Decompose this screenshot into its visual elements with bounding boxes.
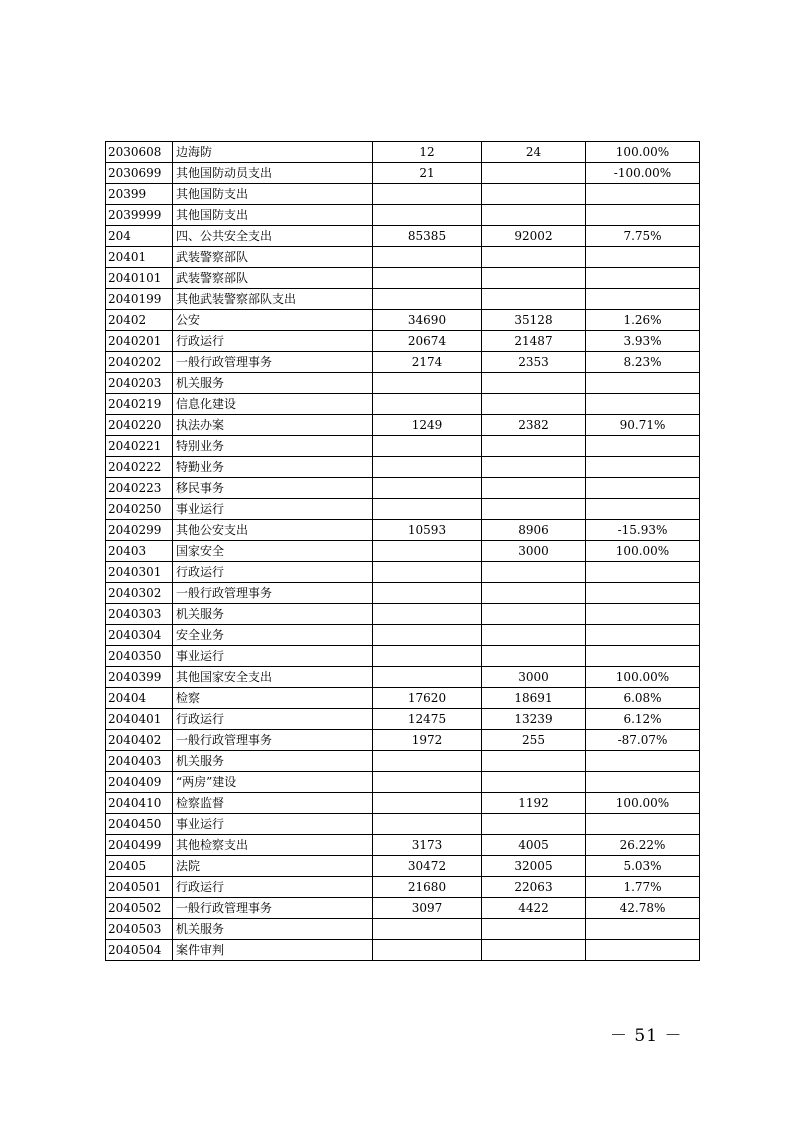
cell-curr-amount — [482, 436, 586, 457]
cell-change-pct: -87.07% — [586, 730, 700, 751]
cell-change-pct — [586, 373, 700, 394]
cell-item-name: 机关服务 — [173, 751, 373, 772]
cell-prev-amount — [373, 247, 482, 268]
cell-change-pct — [586, 772, 700, 793]
table-row — [106, 835, 700, 856]
cell-change-pct — [586, 583, 700, 604]
page-number: － 51 － — [610, 1026, 683, 1046]
table-row — [106, 814, 700, 835]
cell-change-pct — [586, 478, 700, 499]
cell-curr-amount: 4422 — [482, 898, 586, 919]
cell-change-pct — [586, 499, 700, 520]
cell-item-name: 机关服务 — [173, 604, 373, 625]
cell-code: 2040504 — [106, 940, 173, 961]
cell-code: 2040302 — [106, 583, 173, 604]
cell-curr-amount: 2382 — [482, 415, 586, 436]
cell-curr-amount — [482, 184, 586, 205]
cell-change-pct — [586, 919, 700, 940]
cell-curr-amount: 24 — [482, 142, 586, 163]
cell-change-pct: -15.93% — [586, 520, 700, 541]
cell-change-pct: 100.00% — [586, 793, 700, 814]
cell-prev-amount — [373, 793, 482, 814]
cell-item-name: 武装警察部队 — [173, 268, 373, 289]
cell-item-name: 一般行政管理事务 — [173, 352, 373, 373]
table-row — [106, 352, 700, 373]
cell-prev-amount — [373, 562, 482, 583]
table-row — [106, 604, 700, 625]
cell-curr-amount — [482, 205, 586, 226]
cell-change-pct — [586, 751, 700, 772]
cell-change-pct: 7.75% — [586, 226, 700, 247]
table-row — [106, 415, 700, 436]
cell-item-name: 案件审判 — [173, 940, 373, 961]
cell-item-name: 一般行政管理事务 — [173, 730, 373, 751]
cell-item-name: 事业运行 — [173, 814, 373, 835]
cell-change-pct: 100.00% — [586, 667, 700, 688]
table-row — [106, 268, 700, 289]
cell-prev-amount: 12475 — [373, 709, 482, 730]
cell-curr-amount: 22063 — [482, 877, 586, 898]
cell-item-name: 行政运行 — [173, 562, 373, 583]
cell-curr-amount — [482, 772, 586, 793]
cell-item-name: 其他国防支出 — [173, 205, 373, 226]
table-row — [106, 226, 700, 247]
table-row — [106, 751, 700, 772]
cell-curr-amount — [482, 163, 586, 184]
cell-code: 2040501 — [106, 877, 173, 898]
cell-code: 2040401 — [106, 709, 173, 730]
cell-code: 2040303 — [106, 604, 173, 625]
budget-table — [105, 141, 700, 961]
cell-curr-amount: 1192 — [482, 793, 586, 814]
table-row — [106, 436, 700, 457]
cell-curr-amount — [482, 625, 586, 646]
table-row — [106, 940, 700, 961]
cell-code: 2040409 — [106, 772, 173, 793]
cell-change-pct: 1.26% — [586, 310, 700, 331]
cell-prev-amount — [373, 751, 482, 772]
table-row — [106, 499, 700, 520]
cell-code: 2040201 — [106, 331, 173, 352]
cell-item-name: 安全业务 — [173, 625, 373, 646]
cell-code: 20404 — [106, 688, 173, 709]
cell-code: 20405 — [106, 856, 173, 877]
cell-change-pct: 42.78% — [586, 898, 700, 919]
cell-change-pct — [586, 184, 700, 205]
cell-code: 2040350 — [106, 646, 173, 667]
cell-code: 2030699 — [106, 163, 173, 184]
cell-change-pct — [586, 205, 700, 226]
cell-code: 20403 — [106, 541, 173, 562]
cell-change-pct — [586, 604, 700, 625]
table-row — [106, 520, 700, 541]
cell-prev-amount — [373, 394, 482, 415]
cell-curr-amount: 18691 — [482, 688, 586, 709]
cell-change-pct — [586, 247, 700, 268]
cell-code: 2040219 — [106, 394, 173, 415]
cell-item-name: 一般行政管理事务 — [173, 583, 373, 604]
cell-curr-amount — [482, 478, 586, 499]
cell-code: 2040410 — [106, 793, 173, 814]
cell-code: 2040402 — [106, 730, 173, 751]
table-row — [106, 730, 700, 751]
table-row — [106, 688, 700, 709]
cell-prev-amount — [373, 814, 482, 835]
cell-prev-amount — [373, 772, 482, 793]
cell-code: 2040499 — [106, 835, 173, 856]
cell-item-name: 检察监督 — [173, 793, 373, 814]
table-row — [106, 877, 700, 898]
cell-change-pct: 26.22% — [586, 835, 700, 856]
cell-code: 2039999 — [106, 205, 173, 226]
cell-change-pct: 6.08% — [586, 688, 700, 709]
table-row — [106, 478, 700, 499]
table-row — [106, 289, 700, 310]
cell-prev-amount — [373, 919, 482, 940]
table-row — [106, 709, 700, 730]
cell-item-name: 检察 — [173, 688, 373, 709]
table-row — [106, 562, 700, 583]
table-row — [106, 541, 700, 562]
cell-code: 20401 — [106, 247, 173, 268]
cell-curr-amount — [482, 268, 586, 289]
cell-curr-amount — [482, 394, 586, 415]
cell-curr-amount — [482, 247, 586, 268]
cell-change-pct: 90.71% — [586, 415, 700, 436]
cell-prev-amount — [373, 604, 482, 625]
cell-item-name: 法院 — [173, 856, 373, 877]
cell-code: 20402 — [106, 310, 173, 331]
cell-change-pct — [586, 268, 700, 289]
table-body — [106, 142, 700, 961]
table-row — [106, 667, 700, 688]
cell-item-name: 国家安全 — [173, 541, 373, 562]
cell-code: 2040250 — [106, 499, 173, 520]
cell-prev-amount: 21 — [373, 163, 482, 184]
cell-change-pct — [586, 940, 700, 961]
cell-prev-amount — [373, 184, 482, 205]
cell-item-name: 一般行政管理事务 — [173, 898, 373, 919]
cell-item-name: “两房”建设 — [173, 772, 373, 793]
cell-item-name: 移民事务 — [173, 478, 373, 499]
cell-code: 2040301 — [106, 562, 173, 583]
table-row — [106, 142, 700, 163]
cell-prev-amount: 1972 — [373, 730, 482, 751]
cell-item-name: 武装警察部队 — [173, 247, 373, 268]
cell-prev-amount: 20674 — [373, 331, 482, 352]
cell-prev-amount: 2174 — [373, 352, 482, 373]
cell-code: 2040299 — [106, 520, 173, 541]
table-row — [106, 163, 700, 184]
cell-curr-amount: 8906 — [482, 520, 586, 541]
cell-change-pct — [586, 394, 700, 415]
cell-prev-amount: 3173 — [373, 835, 482, 856]
cell-item-name: 公安 — [173, 310, 373, 331]
cell-prev-amount — [373, 499, 482, 520]
cell-item-name: 特勤业务 — [173, 457, 373, 478]
table-row — [106, 310, 700, 331]
cell-code: 2040199 — [106, 289, 173, 310]
cell-prev-amount: 1249 — [373, 415, 482, 436]
cell-item-name: 其他国家安全支出 — [173, 667, 373, 688]
cell-curr-amount: 32005 — [482, 856, 586, 877]
cell-curr-amount: 13239 — [482, 709, 586, 730]
cell-code: 2040450 — [106, 814, 173, 835]
table-row — [106, 331, 700, 352]
cell-item-name: 其他国防支出 — [173, 184, 373, 205]
cell-change-pct: 8.23% — [586, 352, 700, 373]
cell-change-pct: 6.12% — [586, 709, 700, 730]
cell-change-pct — [586, 289, 700, 310]
cell-item-name: 其他公安支出 — [173, 520, 373, 541]
table-row — [106, 184, 700, 205]
table-row — [106, 457, 700, 478]
cell-code: 2040503 — [106, 919, 173, 940]
cell-code: 2030608 — [106, 142, 173, 163]
cell-prev-amount: 3097 — [373, 898, 482, 919]
cell-prev-amount: 21680 — [373, 877, 482, 898]
cell-code: 2040202 — [106, 352, 173, 373]
cell-curr-amount: 92002 — [482, 226, 586, 247]
cell-code: 2040502 — [106, 898, 173, 919]
cell-curr-amount — [482, 562, 586, 583]
cell-code: 2040223 — [106, 478, 173, 499]
cell-item-name: 行政运行 — [173, 709, 373, 730]
cell-prev-amount — [373, 289, 482, 310]
cell-code: 204 — [106, 226, 173, 247]
table-row — [106, 646, 700, 667]
cell-change-pct: 100.00% — [586, 541, 700, 562]
cell-item-name: 机关服务 — [173, 373, 373, 394]
cell-item-name: 其他武装警察部队支出 — [173, 289, 373, 310]
cell-item-name: 其他检察支出 — [173, 835, 373, 856]
cell-change-pct — [586, 646, 700, 667]
cell-prev-amount — [373, 457, 482, 478]
cell-prev-amount: 30472 — [373, 856, 482, 877]
cell-prev-amount: 85385 — [373, 226, 482, 247]
cell-item-name: 事业运行 — [173, 499, 373, 520]
table-row — [106, 205, 700, 226]
cell-prev-amount — [373, 646, 482, 667]
cell-change-pct — [586, 436, 700, 457]
cell-curr-amount: 2353 — [482, 352, 586, 373]
cell-curr-amount — [482, 814, 586, 835]
cell-prev-amount — [373, 205, 482, 226]
table-row — [106, 898, 700, 919]
cell-curr-amount: 4005 — [482, 835, 586, 856]
table-row — [106, 373, 700, 394]
table-row — [106, 394, 700, 415]
cell-curr-amount — [482, 646, 586, 667]
cell-curr-amount — [482, 751, 586, 772]
cell-curr-amount — [482, 499, 586, 520]
cell-item-name: 特别业务 — [173, 436, 373, 457]
cell-prev-amount — [373, 478, 482, 499]
cell-code: 2040399 — [106, 667, 173, 688]
cell-code: 2040203 — [106, 373, 173, 394]
cell-prev-amount — [373, 583, 482, 604]
cell-item-name: 信息化建设 — [173, 394, 373, 415]
cell-prev-amount — [373, 436, 482, 457]
cell-curr-amount: 3000 — [482, 667, 586, 688]
cell-code: 2040221 — [106, 436, 173, 457]
cell-curr-amount — [482, 289, 586, 310]
cell-change-pct — [586, 625, 700, 646]
cell-change-pct: -100.00% — [586, 163, 700, 184]
cell-prev-amount — [373, 541, 482, 562]
table-row — [106, 919, 700, 940]
cell-code: 2040304 — [106, 625, 173, 646]
cell-prev-amount — [373, 268, 482, 289]
table-row — [106, 793, 700, 814]
cell-item-name: 事业运行 — [173, 646, 373, 667]
cell-change-pct — [586, 562, 700, 583]
cell-prev-amount — [373, 625, 482, 646]
cell-change-pct — [586, 457, 700, 478]
cell-item-name: 执法办案 — [173, 415, 373, 436]
cell-curr-amount: 21487 — [482, 331, 586, 352]
cell-change-pct: 3.93% — [586, 331, 700, 352]
cell-prev-amount: 17620 — [373, 688, 482, 709]
cell-item-name: 边海防 — [173, 142, 373, 163]
cell-item-name: 其他国防动员支出 — [173, 163, 373, 184]
cell-prev-amount — [373, 373, 482, 394]
cell-change-pct — [586, 814, 700, 835]
table-row — [106, 583, 700, 604]
cell-item-name: 行政运行 — [173, 331, 373, 352]
cell-code: 20399 — [106, 184, 173, 205]
cell-item-name: 机关服务 — [173, 919, 373, 940]
cell-curr-amount — [482, 373, 586, 394]
cell-item-name: 四、公共安全支出 — [173, 226, 373, 247]
cell-change-pct: 100.00% — [586, 142, 700, 163]
cell-curr-amount: 35128 — [482, 310, 586, 331]
cell-prev-amount: 10593 — [373, 520, 482, 541]
cell-curr-amount — [482, 940, 586, 961]
cell-change-pct: 1.77% — [586, 877, 700, 898]
cell-prev-amount: 12 — [373, 142, 482, 163]
cell-prev-amount — [373, 667, 482, 688]
cell-curr-amount — [482, 919, 586, 940]
cell-prev-amount: 34690 — [373, 310, 482, 331]
table-row — [106, 247, 700, 268]
cell-code: 2040222 — [106, 457, 173, 478]
cell-curr-amount — [482, 457, 586, 478]
table-row — [106, 856, 700, 877]
cell-code: 2040403 — [106, 751, 173, 772]
cell-curr-amount — [482, 583, 586, 604]
table-row — [106, 772, 700, 793]
cell-code: 2040220 — [106, 415, 173, 436]
table-row — [106, 625, 700, 646]
cell-prev-amount — [373, 940, 482, 961]
cell-change-pct: 5.03% — [586, 856, 700, 877]
cell-curr-amount — [482, 604, 586, 625]
cell-code: 2040101 — [106, 268, 173, 289]
cell-curr-amount: 255 — [482, 730, 586, 751]
cell-curr-amount: 3000 — [482, 541, 586, 562]
cell-item-name: 行政运行 — [173, 877, 373, 898]
